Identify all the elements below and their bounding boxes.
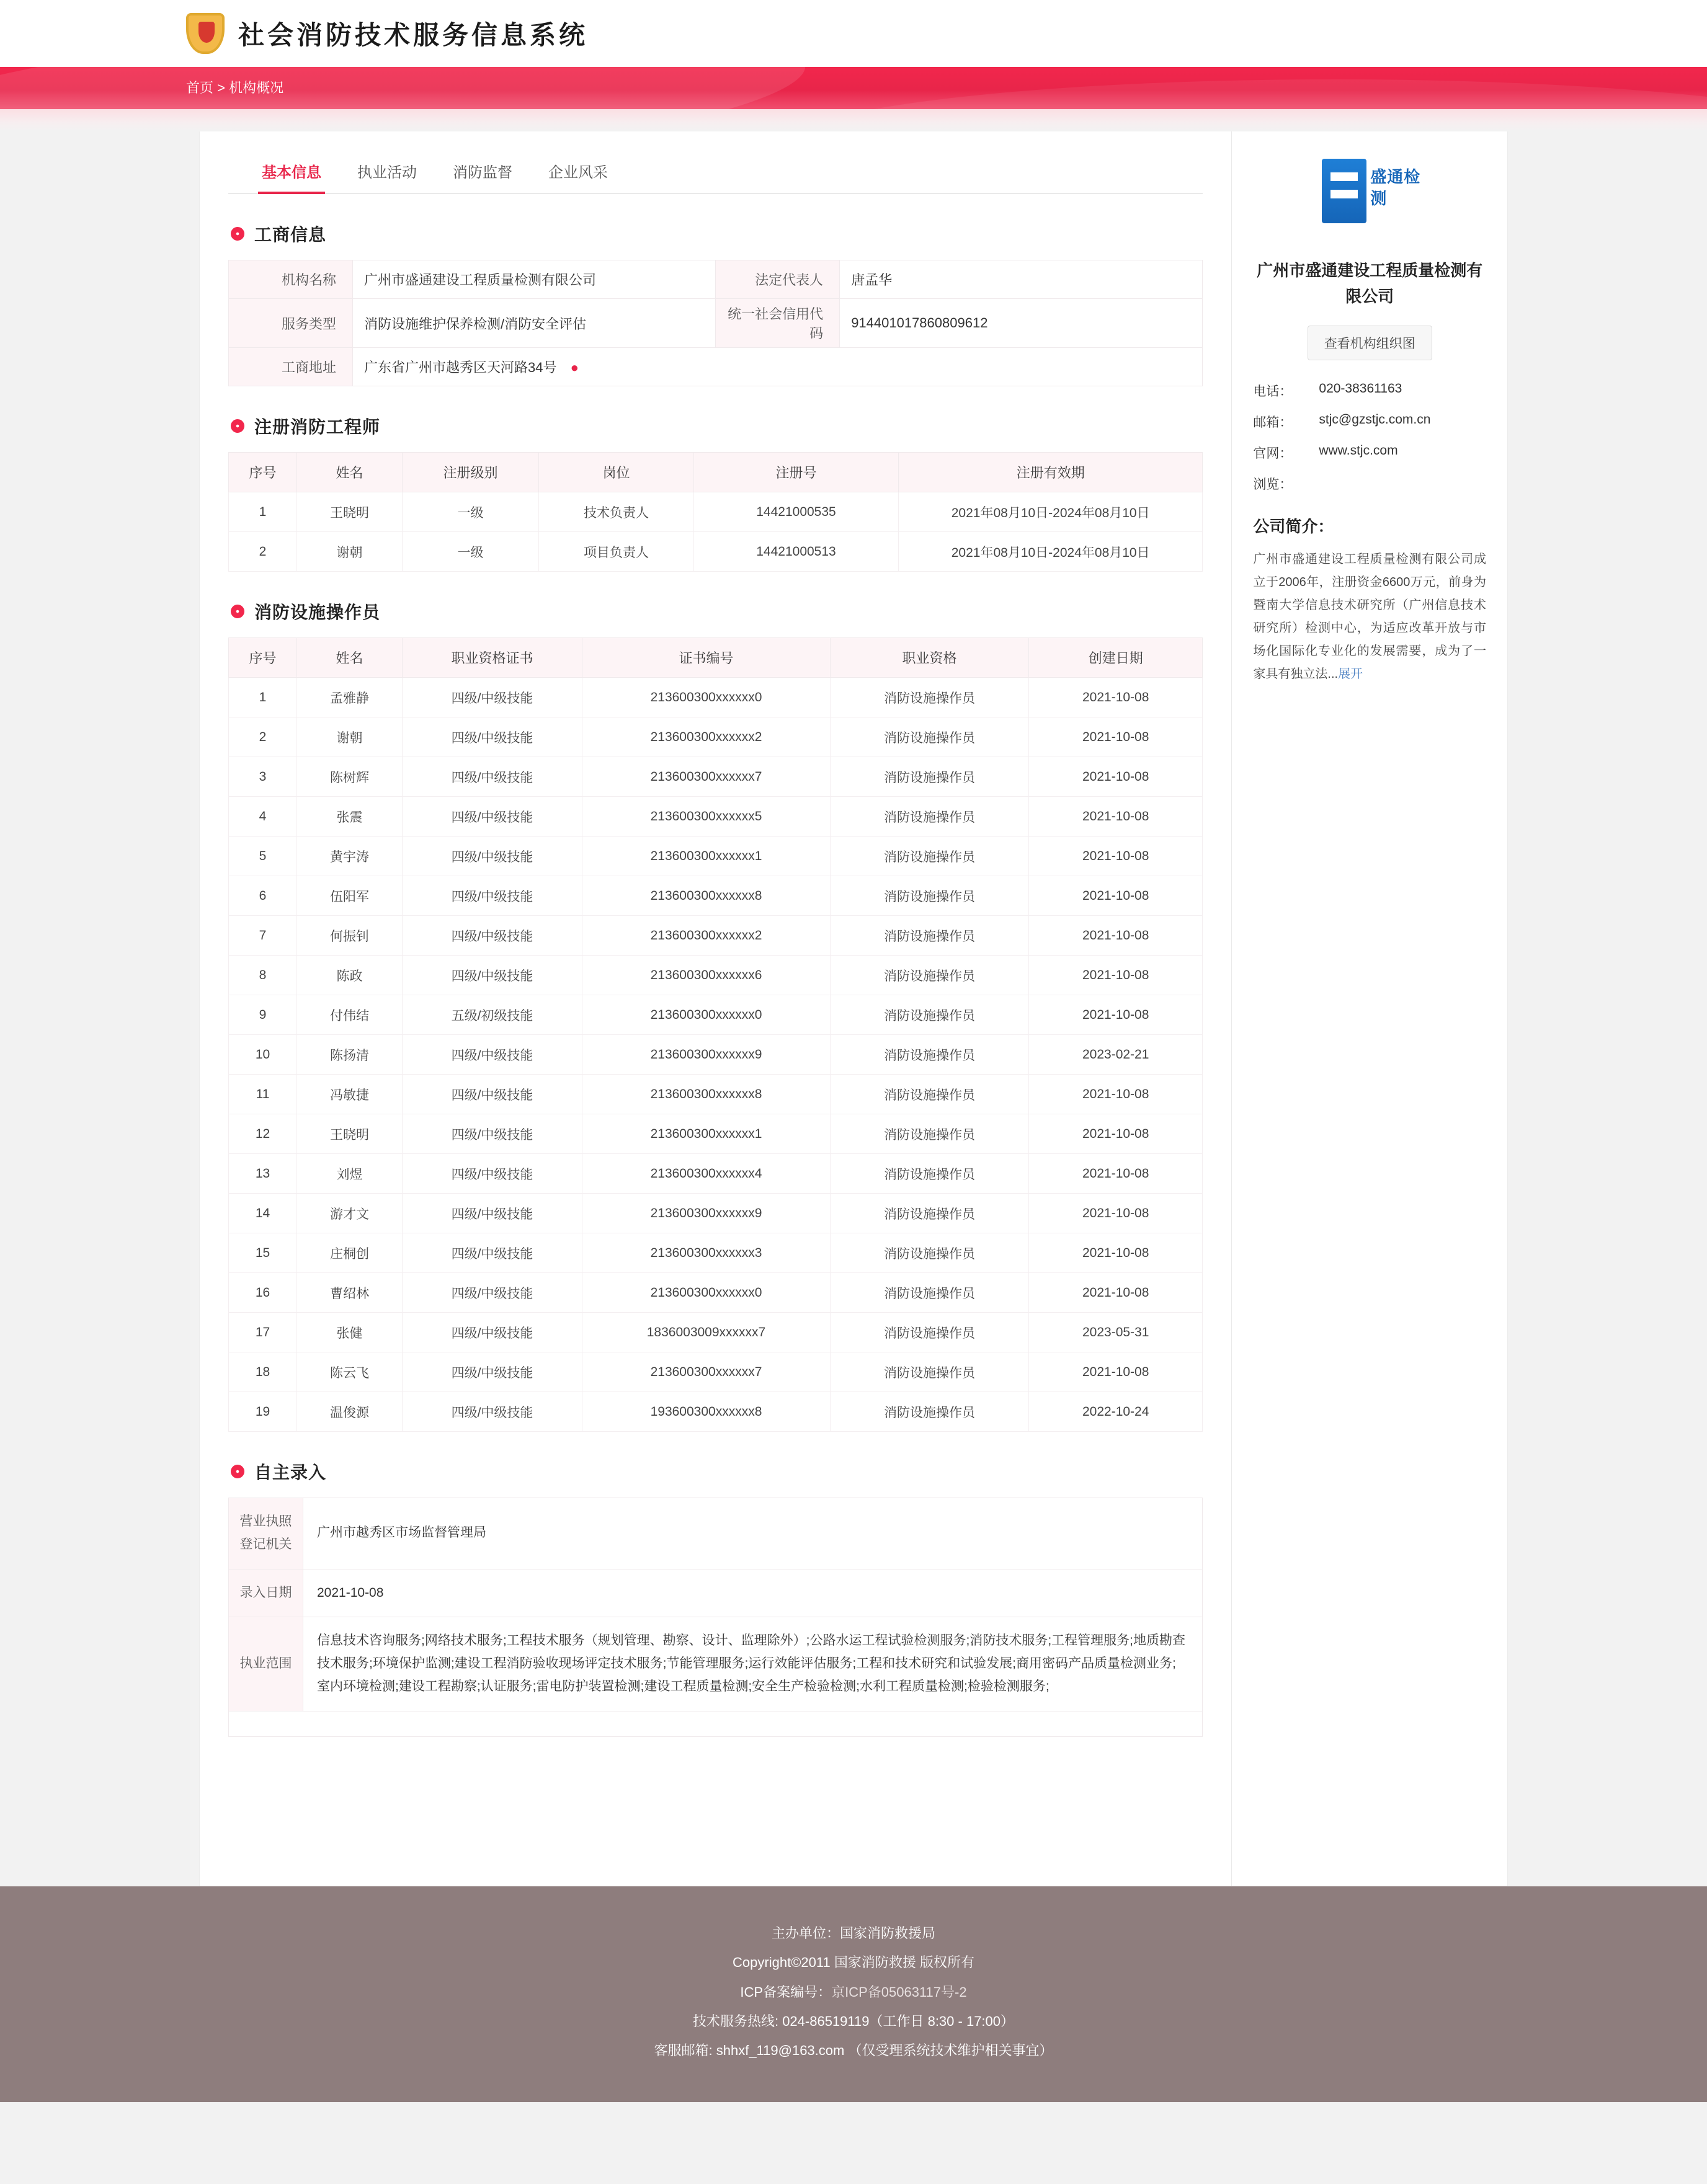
value-service-type: 消防设施维护保养检测/消防安全评估 bbox=[353, 299, 716, 348]
col-index: 序号 bbox=[229, 638, 297, 678]
cell-qualification: 消防设施操作员 bbox=[831, 1392, 1029, 1432]
breadcrumb bbox=[0, 67, 1707, 109]
col-reg-no: 注册号 bbox=[694, 453, 899, 492]
cell-cert-no: 213600300xxxxxx5 bbox=[582, 797, 831, 837]
table-row bbox=[229, 995, 1203, 1035]
cell-qualification: 消防设施操作员 bbox=[831, 876, 1029, 916]
cell-cert-no: 213600300xxxxxx1 bbox=[582, 1114, 831, 1154]
cell-qualification: 消防设施操作员 bbox=[831, 1194, 1029, 1233]
cell-certificate: 四级/中级技能 bbox=[403, 876, 582, 916]
table-row bbox=[229, 1617, 1203, 1711]
cell-qualification: 消防设施操作员 bbox=[831, 678, 1029, 717]
cell-cert-no: 213600300xxxxxx0 bbox=[582, 1273, 831, 1313]
table-row bbox=[229, 348, 1203, 386]
cell-qualification: 消防设施操作员 bbox=[831, 1233, 1029, 1273]
cell-name: 陈政 bbox=[297, 956, 403, 995]
cell-create-date: 2021-10-08 bbox=[1029, 757, 1203, 797]
view-org-chart-button[interactable]: 查看机构组织图 bbox=[1308, 326, 1432, 360]
table-row bbox=[229, 1194, 1203, 1233]
cell-reg-no: 14421000513 bbox=[694, 532, 899, 572]
cell-cert-no: 213600300xxxxxx1 bbox=[582, 837, 831, 876]
cell-qualification: 消防设施操作员 bbox=[831, 837, 1029, 876]
company-logo-icon bbox=[1311, 155, 1428, 242]
col-valid-period: 注册有效期 bbox=[899, 453, 1203, 492]
footer-icp-line bbox=[0, 1978, 1707, 2007]
table-row bbox=[229, 1114, 1203, 1154]
label-org-name: 机构名称 bbox=[229, 260, 353, 299]
cell-create-date: 2021-10-08 bbox=[1029, 717, 1203, 757]
section-self-entry bbox=[228, 1459, 1203, 1484]
cell-create-date: 2021-10-08 bbox=[1029, 876, 1203, 916]
cell-index: 3 bbox=[229, 757, 297, 797]
section-title: 工商信息 bbox=[254, 225, 327, 244]
breadcrumb-bar bbox=[0, 67, 1707, 109]
value-credit-code: 914401017860809612 bbox=[840, 299, 1203, 348]
cell-index: 13 bbox=[229, 1154, 297, 1194]
col-post: 岗位 bbox=[539, 453, 694, 492]
breadcrumb-separator: > bbox=[217, 80, 225, 95]
cell-create-date: 2021-10-08 bbox=[1029, 1352, 1203, 1392]
table-row bbox=[229, 956, 1203, 995]
cell-create-date: 2021-10-08 bbox=[1029, 1114, 1203, 1154]
contact-website bbox=[1253, 443, 1486, 462]
cell-post: 项目负责人 bbox=[539, 532, 694, 572]
cell-name: 陈树辉 bbox=[297, 757, 403, 797]
col-level: 注册级别 bbox=[403, 453, 539, 492]
cell-index: 11 bbox=[229, 1075, 297, 1114]
cell-cert-no: 213600300xxxxxx8 bbox=[582, 1075, 831, 1114]
table-row bbox=[229, 1075, 1203, 1114]
cell-name: 王晓明 bbox=[297, 1114, 403, 1154]
contact-website-value[interactable]: www.stjc.com bbox=[1319, 443, 1398, 458]
cell-index: 2 bbox=[229, 717, 297, 757]
cell-certificate: 四级/中级技能 bbox=[403, 1233, 582, 1273]
col-qualification: 职业资格 bbox=[831, 638, 1029, 678]
cell-create-date: 2021-10-08 bbox=[1029, 678, 1203, 717]
cell-name: 冯敏捷 bbox=[297, 1075, 403, 1114]
cell-cert-no: 193600300xxxxxx8 bbox=[582, 1392, 831, 1432]
bullet-icon bbox=[231, 605, 244, 618]
site-header bbox=[0, 0, 1707, 67]
spacer-cell bbox=[229, 1711, 1203, 1736]
table-row bbox=[229, 532, 1203, 572]
cell-create-date: 2021-10-08 bbox=[1029, 837, 1203, 876]
label-entry-date: 录入日期 bbox=[229, 1569, 303, 1617]
section-operators bbox=[228, 599, 1203, 624]
cell-cert-no: 213600300xxxxxx6 bbox=[582, 956, 831, 995]
cell-reg-no: 14421000535 bbox=[694, 492, 899, 532]
section-business-info bbox=[228, 221, 1203, 246]
cell-valid-period: 2021年08月10日-2024年08月10日 bbox=[899, 492, 1203, 532]
section-engineers bbox=[228, 414, 1203, 438]
cell-certificate: 四级/中级技能 bbox=[403, 1075, 582, 1114]
cell-name: 陈扬清 bbox=[297, 1035, 403, 1075]
bullet-icon bbox=[231, 1465, 244, 1478]
cell-create-date: 2021-10-08 bbox=[1029, 797, 1203, 837]
cell-cert-no: 213600300xxxxxx7 bbox=[582, 757, 831, 797]
table-row-spacer bbox=[229, 1711, 1203, 1736]
company-intro-body bbox=[1253, 548, 1486, 686]
cell-name: 黄宇涛 bbox=[297, 837, 403, 876]
cell-create-date: 2023-05-31 bbox=[1029, 1313, 1203, 1352]
cell-qualification: 消防设施操作员 bbox=[831, 1075, 1029, 1114]
cell-index: 8 bbox=[229, 956, 297, 995]
expand-intro-link[interactable]: 展开 bbox=[1338, 667, 1363, 681]
cell-certificate: 四级/中级技能 bbox=[403, 1313, 582, 1352]
table-row bbox=[229, 1233, 1203, 1273]
cell-create-date: 2021-10-08 bbox=[1029, 1233, 1203, 1273]
tab-bar bbox=[228, 149, 1203, 194]
contact-email-value: stjc@gzstjc.com.cn bbox=[1319, 412, 1431, 427]
site-footer bbox=[0, 1886, 1707, 2102]
cell-index: 12 bbox=[229, 1114, 297, 1154]
cell-create-date: 2021-10-08 bbox=[1029, 995, 1203, 1035]
cell-create-date: 2021-10-08 bbox=[1029, 1075, 1203, 1114]
cell-name: 游才文 bbox=[297, 1194, 403, 1233]
value-address bbox=[353, 348, 1203, 386]
cell-name: 谢朝 bbox=[297, 717, 403, 757]
value-license-authority: 广州市越秀区市场监督管理局 bbox=[303, 1498, 1203, 1569]
cell-cert-no: 213600300xxxxxx8 bbox=[582, 876, 831, 916]
cell-index: 6 bbox=[229, 876, 297, 916]
table-row bbox=[229, 260, 1203, 299]
value-business-scope: 信息技术咨询服务;网络技术服务;工程技术服务（规划管理、勘察、设计、监理除外）;公路水运工程试验检测服务;消防技术服务;工程管理服务;地质勘查技术服务;环境保护监测;建设工程消防验收现场评定技术服务;节能管理服务;运行效能评估服务;工程和技术研究和试验发展;商用密码产品质量检测业务;室内环境检测;建设工程勘察;认证服务;雷电防护装置检测;建设工程质量检测;安全生产检验检测;水利工程质量检测;检验检测服务; bbox=[303, 1617, 1203, 1711]
content-sheet bbox=[199, 131, 1508, 1886]
table-row bbox=[229, 1569, 1203, 1617]
cell-cert-no: 213600300xxxxxx0 bbox=[582, 995, 831, 1035]
cell-certificate: 四级/中级技能 bbox=[403, 1273, 582, 1313]
contact-views-label: 浏览： bbox=[1253, 477, 1293, 492]
cell-valid-period: 2021年08月10日-2024年08月10日 bbox=[899, 532, 1203, 572]
cell-index: 10 bbox=[229, 1035, 297, 1075]
cell-qualification: 消防设施操作员 bbox=[831, 757, 1029, 797]
main-content bbox=[200, 131, 1231, 1886]
cell-index: 4 bbox=[229, 797, 297, 837]
table-row bbox=[229, 876, 1203, 916]
value-org-name: 广州市盛通建设工程质量检测有限公司 bbox=[353, 260, 716, 299]
operators-table bbox=[228, 637, 1203, 1432]
col-create-date: 创建日期 bbox=[1029, 638, 1203, 678]
tab-fire-supervision[interactable]: 消防监督 bbox=[453, 164, 512, 181]
cell-qualification: 消防设施操作员 bbox=[831, 1114, 1029, 1154]
cell-name: 张健 bbox=[297, 1313, 403, 1352]
table-row bbox=[229, 678, 1203, 717]
label-address: 工商地址 bbox=[229, 348, 353, 386]
value-legal-rep: 唐孟华 bbox=[840, 260, 1203, 299]
table-row bbox=[229, 797, 1203, 837]
cell-certificate: 四级/中级技能 bbox=[403, 797, 582, 837]
cell-name: 庄桐创 bbox=[297, 1233, 403, 1273]
page-body bbox=[0, 131, 1707, 1886]
cell-level: 一级 bbox=[403, 492, 539, 532]
cell-index: 2 bbox=[229, 532, 297, 572]
cell-certificate: 四级/中级技能 bbox=[403, 837, 582, 876]
cell-certificate: 四级/中级技能 bbox=[403, 717, 582, 757]
table-row bbox=[229, 916, 1203, 956]
cell-cert-no: 1836003009xxxxxx7 bbox=[582, 1313, 831, 1352]
contact-email-label: 邮箱： bbox=[1253, 415, 1293, 430]
cell-index: 16 bbox=[229, 1273, 297, 1313]
map-pin-icon[interactable]: ●︎ bbox=[570, 360, 579, 375]
contact-website-label: 官网： bbox=[1253, 446, 1293, 461]
cell-index: 1 bbox=[229, 678, 297, 717]
cell-certificate: 四级/中级技能 bbox=[403, 1352, 582, 1392]
cell-index: 18 bbox=[229, 1352, 297, 1392]
cell-cert-no: 213600300xxxxxx2 bbox=[582, 916, 831, 956]
cell-index: 1 bbox=[229, 492, 297, 532]
cell-name: 伍阳军 bbox=[297, 876, 403, 916]
shield-icon bbox=[186, 13, 225, 54]
footer-copyright: Copyright©2011 国家消防救援 版权所有 bbox=[733, 1955, 974, 1971]
cell-certificate: 四级/中级技能 bbox=[403, 757, 582, 797]
contact-phone-value: 020-38361163 bbox=[1319, 381, 1402, 396]
col-index: 序号 bbox=[229, 453, 297, 492]
col-certificate: 职业资格证书 bbox=[403, 638, 582, 678]
cell-cert-no: 213600300xxxxxx0 bbox=[582, 678, 831, 717]
cell-index: 17 bbox=[229, 1313, 297, 1352]
cell-name: 曹绍林 bbox=[297, 1273, 403, 1313]
header-wave-decoration bbox=[0, 109, 1707, 131]
cell-index: 9 bbox=[229, 995, 297, 1035]
contact-phone-label: 电话： bbox=[1253, 384, 1293, 399]
table-row bbox=[229, 492, 1203, 532]
table-row bbox=[229, 1392, 1203, 1432]
cell-certificate: 四级/中级技能 bbox=[403, 1114, 582, 1154]
label-license-authority: 营业执照登记机关 bbox=[229, 1498, 303, 1569]
cell-cert-no: 213600300xxxxxx9 bbox=[582, 1194, 831, 1233]
cell-certificate: 四级/中级技能 bbox=[403, 1392, 582, 1432]
cell-name: 何振钊 bbox=[297, 916, 403, 956]
table-row bbox=[229, 1154, 1203, 1194]
cell-qualification: 消防设施操作员 bbox=[831, 916, 1029, 956]
cell-name: 谢朝 bbox=[297, 532, 403, 572]
table-row bbox=[229, 1273, 1203, 1313]
cell-qualification: 消防设施操作员 bbox=[831, 1154, 1029, 1194]
bullet-icon bbox=[231, 227, 244, 241]
cell-index: 5 bbox=[229, 837, 297, 876]
engineers-table bbox=[228, 452, 1203, 572]
cell-certificate: 四级/中级技能 bbox=[403, 916, 582, 956]
cell-qualification: 消防设施操作员 bbox=[831, 956, 1029, 995]
cell-qualification: 消防设施操作员 bbox=[831, 1313, 1029, 1352]
footer-hotline: 技术服务热线: 024-86519119（工作日 8:30 - 17:00） bbox=[692, 2013, 1015, 2029]
cell-cert-no: 213600300xxxxxx4 bbox=[582, 1154, 831, 1194]
cell-name: 陈云飞 bbox=[297, 1352, 403, 1392]
table-header-row bbox=[229, 453, 1203, 492]
footer-icp-number[interactable]: 京ICP备05063117号-2 bbox=[831, 1984, 967, 2000]
cell-level: 一级 bbox=[403, 532, 539, 572]
col-name: 姓名 bbox=[297, 638, 403, 678]
table-row bbox=[229, 1498, 1203, 1569]
label-credit-code: 统一社会信用代码 bbox=[716, 299, 840, 348]
tab-practice-activity[interactable]: 执业活动 bbox=[357, 164, 417, 181]
org-sidebar bbox=[1231, 131, 1507, 1886]
table-row bbox=[229, 717, 1203, 757]
label-service-type: 服务类型 bbox=[229, 299, 353, 348]
cell-qualification: 消防设施操作员 bbox=[831, 1035, 1029, 1075]
cell-name: 张震 bbox=[297, 797, 403, 837]
cell-certificate: 四级/中级技能 bbox=[403, 678, 582, 717]
site-title: 社会消防技术服务信息系统 bbox=[238, 20, 589, 50]
cell-qualification: 消防设施操作员 bbox=[831, 995, 1029, 1035]
footer-icp-label: ICP备案编号： bbox=[740, 1984, 832, 2000]
org-name: 广州市盛通建设工程质量检测有限公司 bbox=[1257, 261, 1483, 306]
cell-index: 19 bbox=[229, 1392, 297, 1432]
cell-cert-no: 213600300xxxxxx7 bbox=[582, 1352, 831, 1392]
col-name: 姓名 bbox=[297, 453, 403, 492]
breadcrumb-home[interactable]: 首页 bbox=[186, 80, 214, 95]
value-entry-date: 2021-10-08 bbox=[303, 1569, 1203, 1617]
section-title: 注册消防工程师 bbox=[254, 417, 381, 437]
contact-email bbox=[1253, 412, 1486, 431]
section-title: 自主录入 bbox=[254, 1463, 327, 1482]
breadcrumb-current: 机构概况 bbox=[229, 80, 284, 95]
cell-post: 技术负责人 bbox=[539, 492, 694, 532]
tab-enterprise-style[interactable]: 企业风采 bbox=[548, 164, 608, 181]
cell-create-date: 2021-10-08 bbox=[1029, 916, 1203, 956]
col-cert-no: 证书编号 bbox=[582, 638, 831, 678]
cell-name: 温俊源 bbox=[297, 1392, 403, 1432]
cell-qualification: 消防设施操作员 bbox=[831, 1352, 1029, 1392]
cell-qualification: 消防设施操作员 bbox=[831, 1273, 1029, 1313]
table-row bbox=[229, 837, 1203, 876]
footer-organizer: 主办单位：国家消防救援局 bbox=[771, 1925, 935, 1941]
table-header-row bbox=[229, 638, 1203, 678]
cell-index: 15 bbox=[229, 1233, 297, 1273]
cell-name: 付伟结 bbox=[297, 995, 403, 1035]
tab-basic-info[interactable]: 基本信息 bbox=[258, 155, 325, 193]
cell-certificate: 五级/初级技能 bbox=[403, 995, 582, 1035]
cell-name: 王晓明 bbox=[297, 492, 403, 532]
cell-cert-no: 213600300xxxxxx2 bbox=[582, 717, 831, 757]
cell-create-date: 2021-10-08 bbox=[1029, 1194, 1203, 1233]
section-title: 消防设施操作员 bbox=[254, 603, 381, 622]
business-info-table bbox=[228, 260, 1203, 386]
contact-phone bbox=[1253, 381, 1486, 400]
cell-index: 14 bbox=[229, 1194, 297, 1233]
company-intro-title: 公司简介： bbox=[1253, 517, 1334, 536]
label-business-scope: 执业范围 bbox=[229, 1617, 303, 1711]
table-row bbox=[229, 1313, 1203, 1352]
cell-create-date: 2023-02-21 bbox=[1029, 1035, 1203, 1075]
cell-certificate: 四级/中级技能 bbox=[403, 1035, 582, 1075]
cell-create-date: 2021-10-08 bbox=[1029, 1273, 1203, 1313]
table-row bbox=[229, 1035, 1203, 1075]
table-row bbox=[229, 1352, 1203, 1392]
cell-qualification: 消防设施操作员 bbox=[831, 717, 1029, 757]
cell-create-date: 2021-10-08 bbox=[1029, 956, 1203, 995]
company-logo-text: 盛通检测 bbox=[1370, 167, 1421, 208]
cell-qualification: 消防设施操作员 bbox=[831, 797, 1029, 837]
cell-cert-no: 213600300xxxxxx9 bbox=[582, 1035, 831, 1075]
contact-views bbox=[1253, 474, 1486, 493]
address-text: 广东省广州市越秀区天河路34号 bbox=[364, 360, 557, 375]
cell-create-date: 2021-10-08 bbox=[1029, 1154, 1203, 1194]
footer-service-email: 客服邮箱: shhxf_119@163.com （仅受理系统技术维护相关事宜） bbox=[654, 2043, 1053, 2059]
cell-certificate: 四级/中级技能 bbox=[403, 1194, 582, 1233]
cell-cert-no: 213600300xxxxxx3 bbox=[582, 1233, 831, 1273]
label-legal-rep: 法定代表人 bbox=[716, 260, 840, 299]
bullet-icon bbox=[231, 419, 244, 433]
cell-name: 孟雅静 bbox=[297, 678, 403, 717]
table-row bbox=[229, 299, 1203, 348]
cell-create-date: 2022-10-24 bbox=[1029, 1392, 1203, 1432]
company-intro-text: 广州市盛通建设工程质量检测有限公司成立于2006年，注册资金6600万元，前身为暨南大学信息技术研究所（广州信息技术研究所）检测中心，为适应改革开放与市场化国际化专业化的发展需要，成为了一家具有独立法... bbox=[1253, 553, 1486, 681]
self-entry-table bbox=[228, 1498, 1203, 1737]
cell-certificate: 四级/中级技能 bbox=[403, 1154, 582, 1194]
cell-certificate: 四级/中级技能 bbox=[403, 956, 582, 995]
cell-name: 刘煜 bbox=[297, 1154, 403, 1194]
table-row bbox=[229, 757, 1203, 797]
cell-index: 7 bbox=[229, 916, 297, 956]
